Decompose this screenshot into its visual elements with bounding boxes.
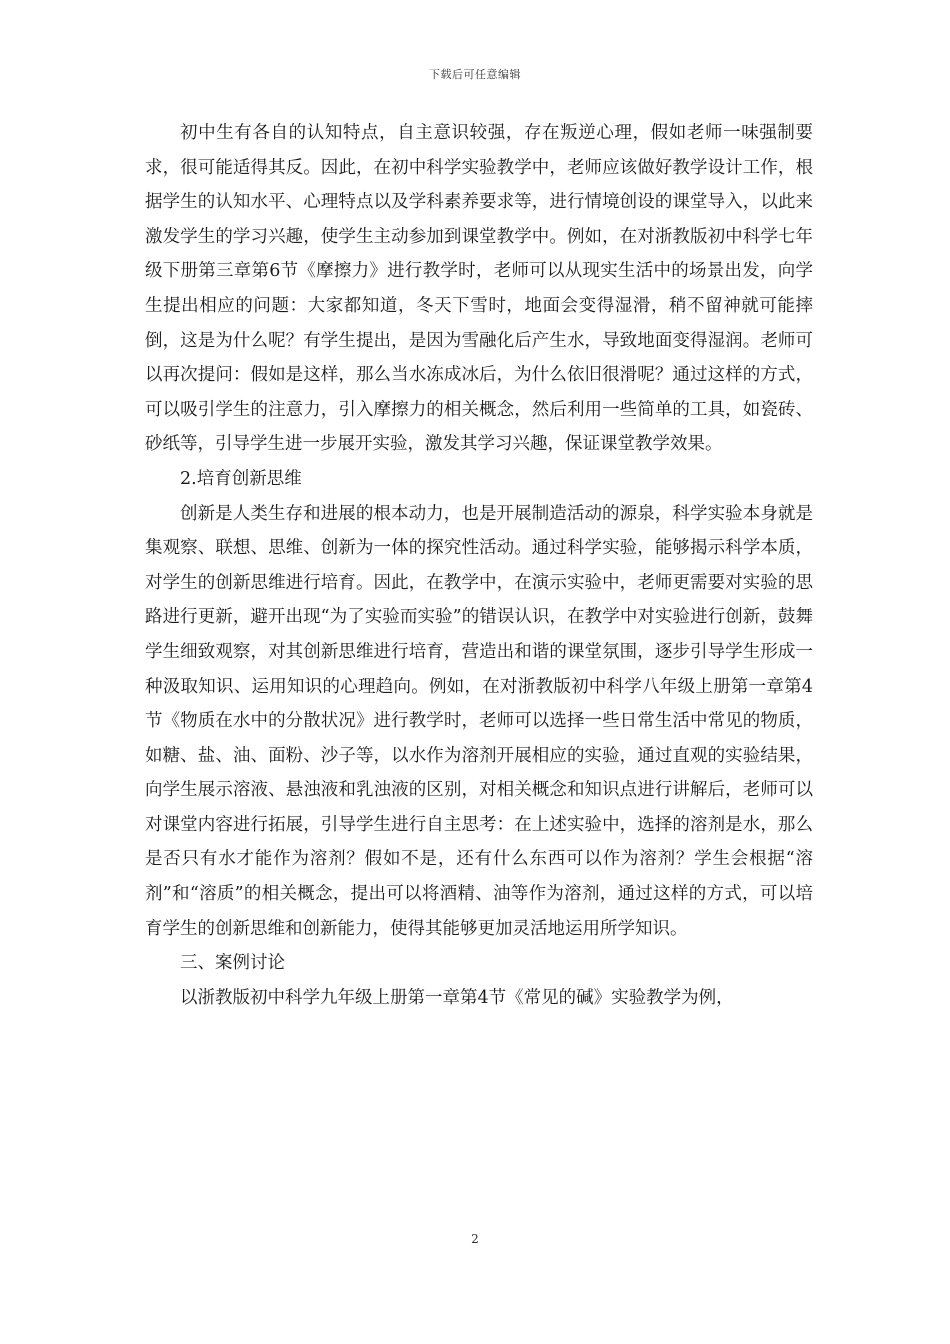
body-paragraph: 初中生有各自的认知特点，自主意识较强，存在叛逆心理，假如老师一味强制要求，很可能适得其反。因此，在初中科学实验教学中，老师应该做好教学设计工作，根据学生的认知水平、心理特点以及学科素养要求等，进行情境创设的课堂导入，以此来激发学生的学习兴趣，使学生主动参加到课堂教学中。例如，在对浙教版初中科学七年级下册第三章第6节《摩擦力》进行教学时，老师可以从现实生活中的场景出发，向学生提出相应的问题：大家都知道，冬天下雪时，地面会变得湿滑，稍不留神就可能摔倒，这是为什么呢？有学生提出，是因为雪融化后产生水，导致地面变得湿润。老师可以再次提问：假如是这样，那么当水冻成冰后，为什么依旧很滑呢？通过这样的方式，可以吸引学生的注意力，引入摩擦力的相关概念，然后利用一些简单的工具，如瓷砖、砂纸等，引导学生进一步展开实验，激发其学习兴趣，保证课堂教学效果。 xyxy=(145,123,813,455)
page-number: 2 xyxy=(471,1232,479,1246)
section-heading: 三、案例讨论 xyxy=(180,953,285,974)
page-header-note: 下载后可任意编辑 xyxy=(429,68,521,81)
body-paragraph: 创新是人类生存和进展的根本动力，也是开展制造活动的源泉，科学实验本身就是集观察、联想、思维、创新为一体的探究性活动。通过科学实验，能够揭示科学本质，对学生的创新思维进行培育。因此，在教学中，在演示实验中，老师更需要对实验的思路进行更新，避开出现“为了实验而实验”的错误认识，在教学中对实验进行创新，鼓舞学生细致观察，对其创新思维进行培育，营造出和谐的课堂氛围，逐步引导学生形成一种汲取知识、运用知识的心理趋向。例如，在对浙教版初中科学八年级上册第一章第4节《物质在水中的分散状况》进行教学时，老师可以选择一些日常生活中常见的物质，如糖、盐、油、面粉、沙子等，以水作为溶剂开展相应的实验，通过直观的实验结果，向学生展示溶液、悬浊液和乳浊液的区别，对相关概念和知识点进行讲解后，老师可以对课堂内容进行拓展，引导学生进行自主思考：在上述实验中，选择的溶剂是水，那么是否只有水才能作为溶剂？假如不是，还有什么东西可以作为溶剂？学生会根据“溶剂”和“溶质”的相关概念，提出可以将酒精、油等作为溶剂，通过这样的方式，可以培育学生的创新思维和创新能力，使得其能够更加灵活地运用所学知识。 xyxy=(145,503,813,939)
section-heading: 2.培育创新思维 xyxy=(180,468,302,489)
body-paragraph: 以浙教版初中科学九年级上册第一章第4节《常见的碱》实验教学为例， xyxy=(180,987,734,1008)
document-body xyxy=(145,116,813,1015)
